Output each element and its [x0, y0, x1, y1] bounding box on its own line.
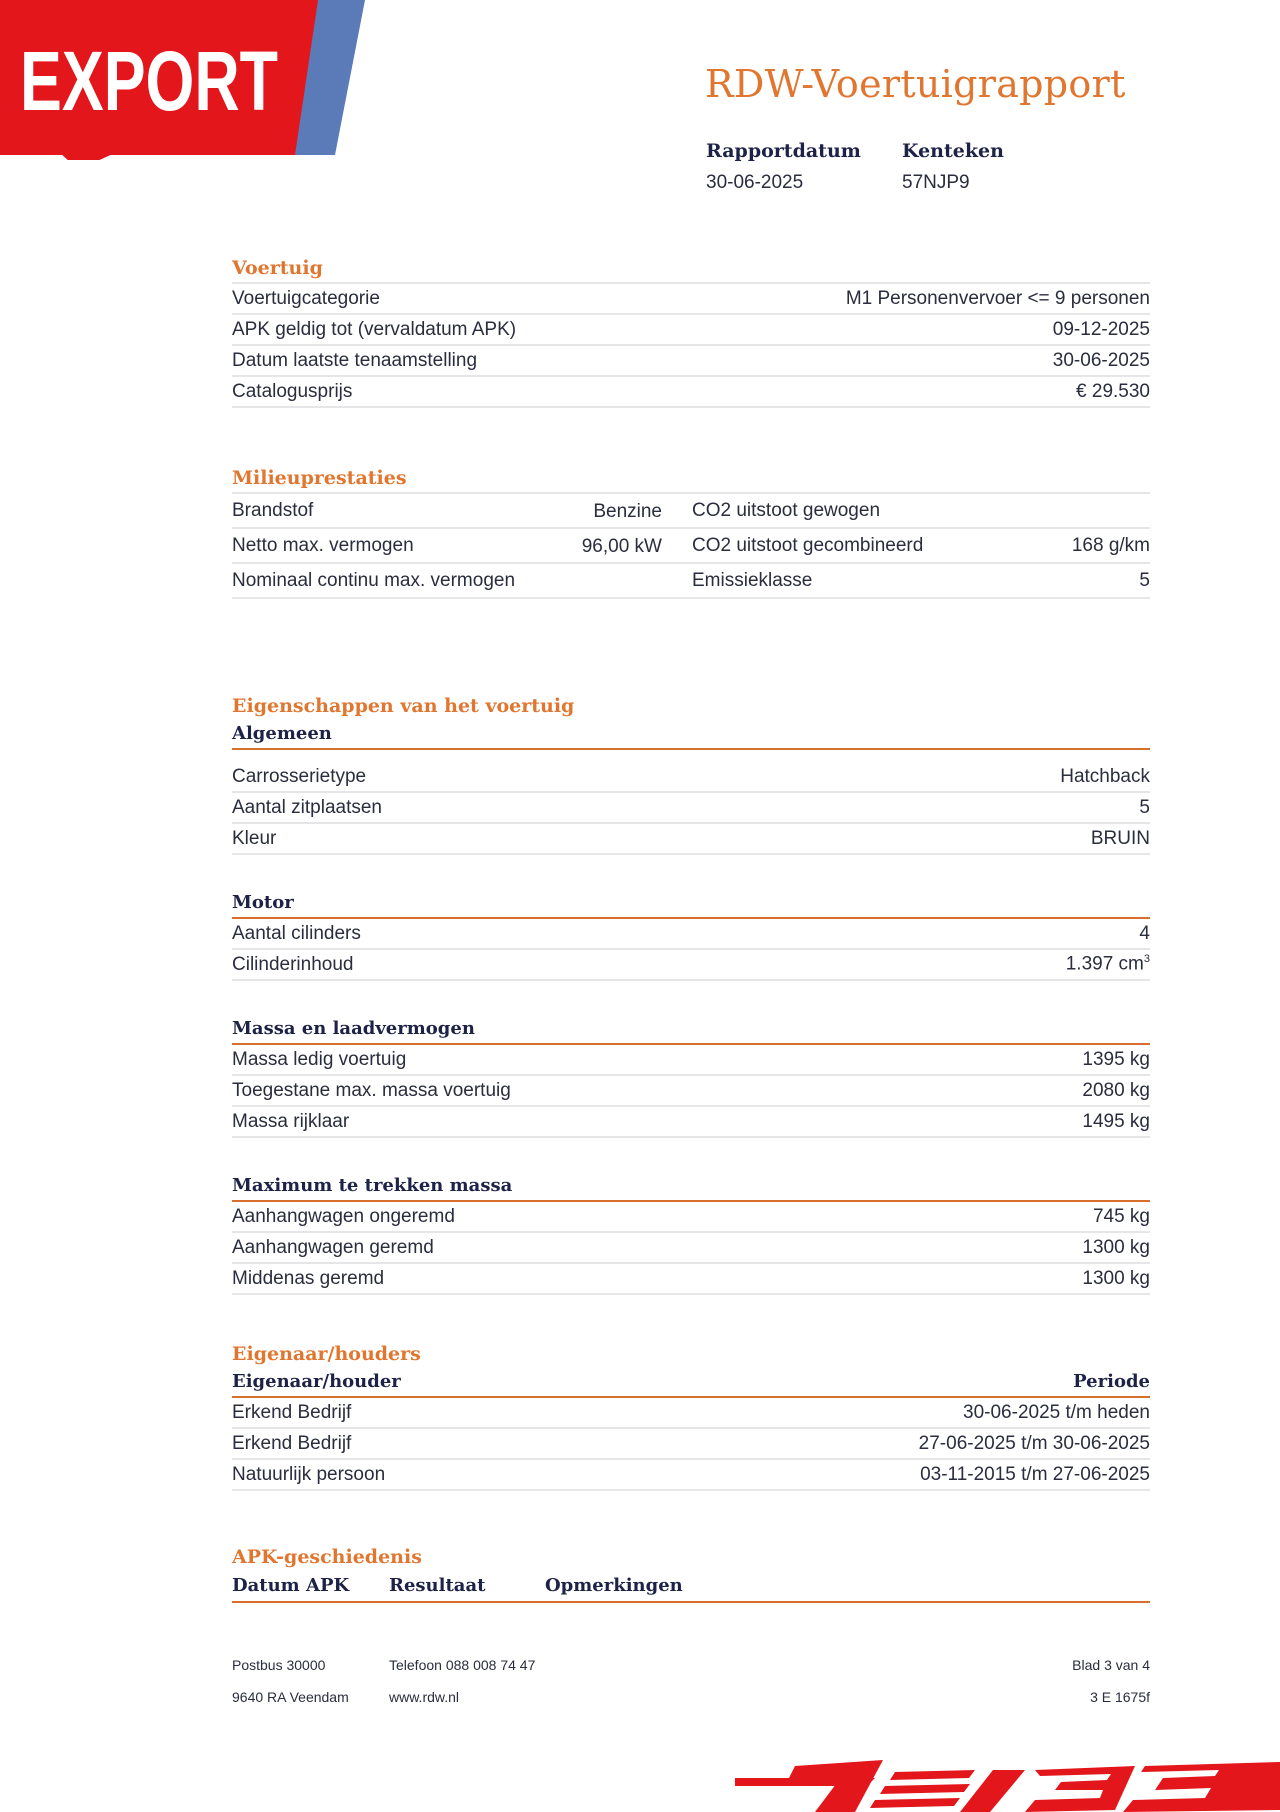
row-label: Toegestane max. massa voertuig [232, 1079, 511, 1101]
row-value: 09-12-2025 [1052, 318, 1150, 340]
eigenaar-title: Eigenaar/houders [232, 1343, 421, 1365]
row-label: Nominaal continu max. vermogen [232, 569, 516, 591]
report-title: RDW-Voertuigrapport [705, 62, 1126, 106]
row-label: Aanhangwagen ongeremd [232, 1205, 455, 1227]
subheading-label: Motor [232, 892, 294, 913]
row-label: Cilinderinhoud [232, 953, 354, 975]
row-value: 1300 kg [1082, 1236, 1150, 1258]
column-header-owner: Eigenaar/houder [232, 1371, 401, 1392]
trekken-heading [232, 1172, 1150, 1202]
kenteken-value: 57NJP9 [902, 172, 970, 193]
footer-page-number: Blad 3 van 4 [1072, 1657, 1150, 1673]
footer-document-code: 3 E 1675f [1090, 1689, 1150, 1705]
row-value: Benzine [593, 501, 662, 522]
row-label: CO2 uitstoot gecombineerd [692, 534, 924, 556]
voertuig-title: Voertuig [232, 257, 323, 279]
kenteken-label: Kenteken [902, 140, 1004, 162]
column-header-period: Periode [1073, 1371, 1150, 1392]
row-label: Natuurlijk persoon [232, 1463, 386, 1485]
table-row [232, 1460, 1150, 1491]
row-value: 27-06-2025 t/m 30-06-2025 [918, 1432, 1150, 1454]
row-label: Aanhangwagen geremd [232, 1236, 434, 1258]
motor-heading [232, 889, 1150, 919]
table-row [232, 1107, 1150, 1138]
rapportdatum-label: Rapportdatum [706, 140, 861, 162]
table-row [232, 315, 1150, 346]
row-value: 5 [1139, 569, 1150, 591]
row-label: Kleur [232, 827, 277, 849]
massa-heading [232, 1015, 1150, 1045]
row-label: Emissieklasse [692, 569, 813, 591]
table-row [232, 1233, 1150, 1264]
apk-table-header [232, 1571, 1150, 1603]
table-row [232, 494, 1150, 529]
table-row [232, 564, 1150, 599]
footer-plaats: 9640 RA Veendam [232, 1689, 349, 1705]
export-banner [0, 0, 370, 160]
apk-section [232, 1543, 1150, 1603]
milieu-title: Milieuprestaties [232, 467, 407, 489]
row-value: 30-06-2025 [1052, 349, 1150, 371]
table-row [232, 793, 1150, 824]
row-value: 1395 kg [1082, 1048, 1150, 1070]
footer-website[interactable]: www.rdw.nl [389, 1689, 460, 1705]
footer-postbus: Postbus 30000 [232, 1657, 326, 1673]
row-value: 1300 kg [1082, 1267, 1150, 1289]
table-row [232, 377, 1150, 408]
table-row [232, 1429, 1150, 1460]
column-header-datum: Datum APK [232, 1575, 350, 1596]
row-value: BRUIN [1090, 827, 1150, 849]
value-superscript: 3 [1143, 953, 1150, 966]
rapportdatum-block [706, 140, 861, 194]
milieu-section [232, 464, 1150, 599]
row-value: 5 [1139, 796, 1150, 818]
subheading-label: Maximum te trekken massa [232, 1175, 513, 1196]
apk-title: APK-geschiedenis [232, 1546, 422, 1568]
table-row [232, 1045, 1150, 1076]
row-label: Massa ledig voertuig [232, 1048, 407, 1070]
row-value: 2080 kg [1082, 1079, 1150, 1101]
subheading-label: Massa en laadvermogen [232, 1018, 475, 1039]
row-value: 03-11-2015 t/m 27-06-2025 [920, 1463, 1150, 1485]
row-label: Aantal zitplaatsen [232, 796, 382, 818]
row-label: Netto max. vermogen [232, 534, 414, 556]
row-value: 96,00 kW [581, 536, 662, 557]
row-label: Brandstof [232, 499, 314, 521]
table-row [232, 284, 1150, 315]
eigenschappen-section [232, 692, 1150, 1295]
eigenaar-section [232, 1340, 1150, 1491]
table-row [232, 529, 1150, 564]
row-label: Carrosserietype [232, 765, 367, 787]
table-row [232, 1398, 1150, 1429]
row-value: 168 g/km [1071, 534, 1150, 556]
table-row [232, 1202, 1150, 1233]
row-label: Erkend Bedrijf [232, 1401, 352, 1423]
column-header-resultaat: Resultaat [389, 1575, 486, 1596]
algemeen-heading [232, 720, 1150, 750]
row-value: M1 Personenvervoer <= 9 personen [845, 287, 1150, 309]
table-row [232, 346, 1150, 377]
row-value: Hatchback [1060, 765, 1150, 787]
rdw-logo [735, 1760, 1280, 1812]
eigenaar-table-header [232, 1368, 1150, 1398]
export-label: EXPORT [20, 34, 278, 128]
column-header-opmerkingen: Opmerkingen [545, 1575, 683, 1596]
row-label: CO2 uitstoot gewogen [692, 499, 881, 521]
row-label: Voertuigcategorie [232, 287, 380, 309]
row-value: 745 kg [1092, 1205, 1150, 1227]
eigenschappen-title: Eigenschappen van het voertuig [232, 695, 575, 717]
row-value: 1495 kg [1082, 1110, 1150, 1132]
table-row [232, 1264, 1150, 1295]
footer-telefoon: Telefoon 088 008 74 47 [389, 1657, 536, 1673]
row-value [1066, 953, 1150, 975]
value-text: 1.397 cm [1065, 953, 1144, 975]
row-value: 30-06-2025 t/m heden [963, 1401, 1150, 1423]
table-row [232, 950, 1150, 981]
row-label: Massa rijklaar [232, 1110, 350, 1132]
kenteken-block [902, 140, 1004, 194]
row-label: Erkend Bedrijf [232, 1432, 352, 1454]
row-label: Catalogusprijs [232, 380, 353, 402]
row-label: APK geldig tot (vervaldatum APK) [232, 318, 517, 340]
rapportdatum-value: 30-06-2025 [706, 172, 804, 193]
table-row [232, 919, 1150, 950]
subheading-label: Algemeen [232, 723, 332, 744]
row-value: € 29.530 [1076, 380, 1150, 402]
voertuig-section [232, 254, 1150, 408]
row-label: Datum laatste tenaamstelling [232, 349, 478, 371]
table-row [232, 762, 1150, 793]
row-label: Aantal cilinders [232, 922, 361, 944]
table-row [232, 824, 1150, 855]
row-label: Middenas geremd [232, 1267, 385, 1289]
row-value: 4 [1139, 922, 1150, 944]
table-row [232, 1076, 1150, 1107]
